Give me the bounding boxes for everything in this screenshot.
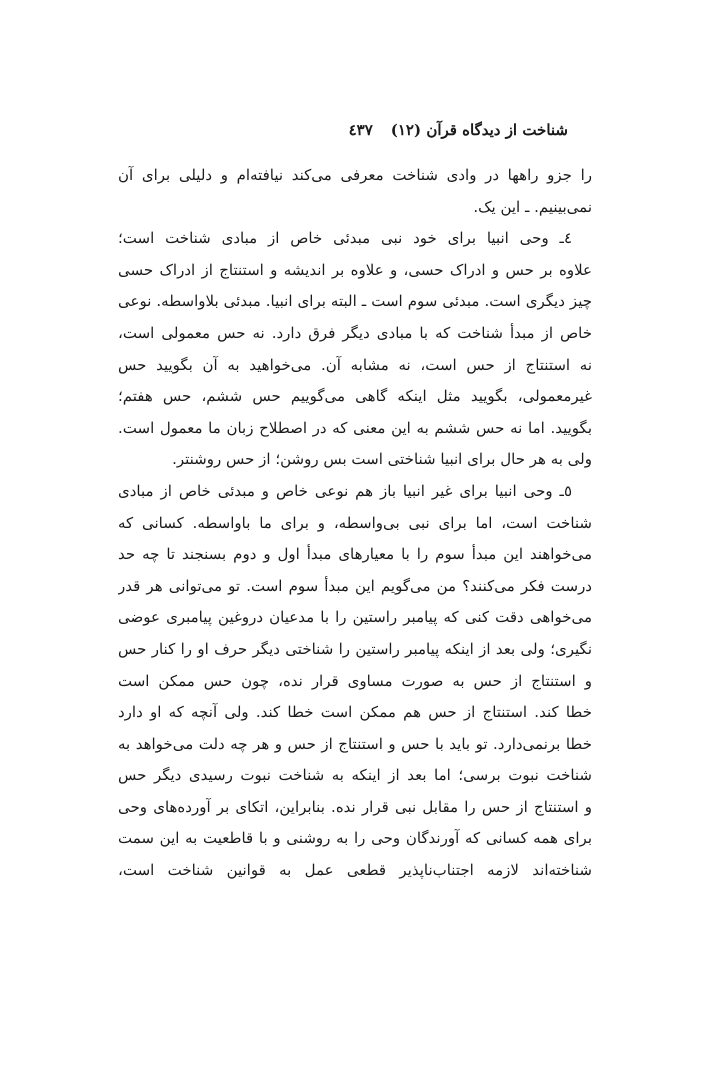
text-line: چیز دیگری است. مبدئی سوم است ـ البته برای انبیا. مبدئی بلاواسطه. نوعی [118, 292, 592, 311]
page-number: ٤٣٧ [348, 121, 373, 139]
text-line: و استنتاج از حس به صورت مساوی قرار نده، چون حس ممکن است [118, 671, 592, 690]
text-line: شناخت است، اما برای نبی بی‌واسطه، و برای ما باواسطه. کسانی که [118, 513, 592, 532]
running-title: شناخت از دیدگاه قرآن (۱۲) [390, 121, 568, 139]
text-line: نمی‌بینیم. ـ این یک. [473, 197, 592, 216]
text-line: درست فکر می‌کنند؟ من می‌گویم این مبدأ سوم است. تو می‌توانی هر قدر [118, 576, 592, 595]
text-line: نه استنتاج از حس است، نه مشابه آن. می‌خواهید به آن بگویید حس [118, 355, 592, 374]
text-line: ٤ـ وحی انبیا برای خود نبی مبدئی خاص از مبادی شناخت است؛ [118, 229, 572, 248]
text-line: خاص از مبدأ شناخت که با مبادی دیگر فرق دارد. نه حس معمولی است، [118, 323, 592, 342]
text-line: علاوه بر حس و ادراک حسی، و علاوه بر اندیشه و استنتاج از ادراک حسی [118, 260, 592, 279]
text-line: خطا کند. استنتاج از حس هم ممکن است خطا کند. ولی آنچه که او دارد [118, 703, 592, 722]
text-line: غیرمعمولی، بگویید مثل اینکه گاهی می‌گوییم حس ششم، حس هفتم؛ [118, 387, 592, 406]
text-line: بگویید. اما نه حس ششم به این معنی که در اصطلاح زبان ما معمول است. [118, 418, 592, 437]
text-line: ولی به هر حال برای انبیا شناختی است بس روشن؛ از حس روشنتر. [172, 450, 592, 469]
text-line: را جزو راهها در وادی شناخت معرفی می‌کند نیافته‌ام و دلیلی برای آن [118, 166, 592, 184]
running-header [120, 114, 568, 146]
text-line: خطا برنمی‌دارد. تو باید با حس و استنتاج از حس و هر چه دلت می‌خواهد به [118, 734, 592, 753]
text-line: شناخت نبوت برسی؛ اما بعد از اینکه به شناخت نبوت رسیدی دیگر حس [118, 766, 592, 785]
body-text [118, 160, 592, 887]
text-line: می‌خواهند این مبدأ سوم را با معیارهای مبدأ اول و دوم بسنجند تا چه حد [118, 545, 592, 564]
text-line: شناخته‌اند لازمه اجتناب‌ناپذیر قطعی عمل به قوانین شناخت است، [118, 861, 592, 880]
text-line: می‌خواهی دقت کنی که پیامبر راستین را با مدعیان دروغین پیامبری عوضی [118, 608, 592, 627]
text-line: برای همه کسانی که آورندگان وحی را به روشنی و با قاطعیت به این سمت [118, 829, 592, 848]
text-line: ٥ـ وحی انبیا برای غیر انبیا باز هم نوعی خاص و مبدئی خاص از مبادی [118, 481, 572, 500]
text-line: نگیری؛ ولی بعد از اینکه پیامبر راستین را شناختی دیگر حرف او را کنار حس [118, 639, 592, 658]
text-line: و استنتاج از حس را مقابل نبی قرار نده. بنابراین، اتکای بر آورده‌های وحی [118, 797, 592, 816]
